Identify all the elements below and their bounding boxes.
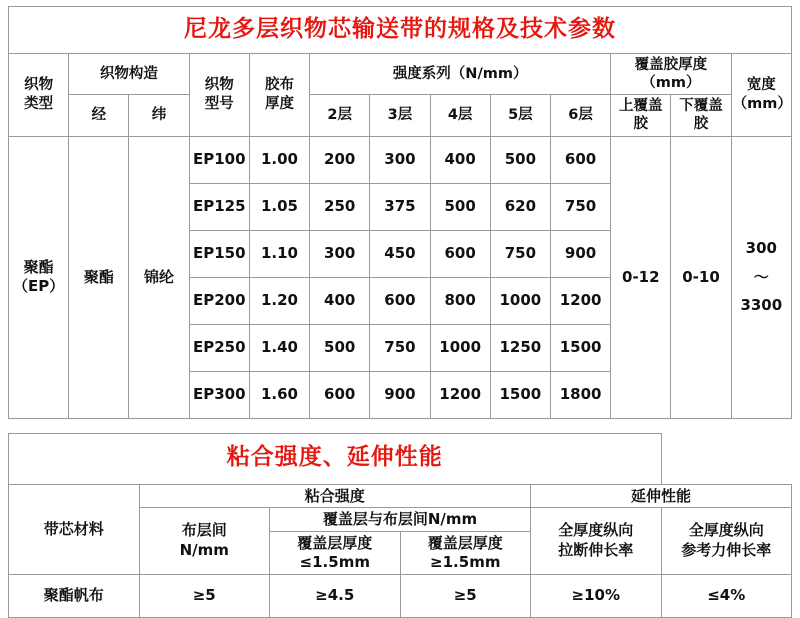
cell-warp-value: 聚酯	[69, 136, 129, 418]
table-row	[9, 574, 792, 617]
cell-strength-4: 600	[430, 230, 490, 277]
header-between-layers: 布层间 N/mm	[139, 508, 270, 574]
header-bottom-cover: 下覆盖胶	[671, 95, 731, 136]
cell-strength-3: 750	[370, 324, 430, 371]
cell-strength-6: 900	[550, 230, 610, 277]
header-strength-series: 强度系列（N/mm）	[310, 54, 611, 95]
table2-title: 粘合强度、延伸性能	[9, 433, 662, 484]
cell-strength-4: 800	[430, 277, 490, 324]
header-elongation-reference: 全厚度纵向 参考力伸长率	[661, 508, 792, 574]
cell-strength-6: 750	[550, 183, 610, 230]
cell-strength-6: 1200	[550, 277, 610, 324]
cell-model: EP300	[189, 371, 249, 418]
bond-strength-table	[8, 433, 792, 618]
cell-weft-value: 锦纶	[129, 136, 189, 418]
cell-model: EP250	[189, 324, 249, 371]
header-core-material: 带芯材料	[9, 484, 140, 574]
width-max: 3300	[740, 296, 783, 315]
cell-strength-2: 500	[310, 324, 370, 371]
table2-title-row	[9, 433, 792, 484]
cell-strength-6: 1800	[550, 371, 610, 418]
header-layer-2: 2层	[310, 95, 370, 136]
header-fabric-type: 织物 类型	[9, 54, 69, 137]
cell-strength-6: 600	[550, 136, 610, 183]
table-row	[9, 136, 792, 183]
cell-thickness: 1.10	[249, 230, 309, 277]
cell-thickness: 1.60	[249, 371, 309, 418]
cell-strength-4: 400	[430, 136, 490, 183]
header-warp: 经	[69, 95, 129, 136]
cell-thickness: 1.00	[249, 136, 309, 183]
cell-strength-6: 1500	[550, 324, 610, 371]
header-layer-5: 5层	[490, 95, 550, 136]
header-cover-thickness: 覆盖胶厚度（mm）	[611, 54, 731, 95]
cell-strength-2: 300	[310, 230, 370, 277]
cell-thickness: 1.05	[249, 183, 309, 230]
header-elongation-break: 全厚度纵向 拉断伸长率	[531, 508, 662, 574]
header-cover-to-layer: 覆盖层与布层间N/mm	[270, 508, 531, 532]
width-separator: ～	[753, 267, 769, 286]
cell-thickness: 1.20	[249, 277, 309, 324]
cell-cover-le: ≥4.5	[270, 574, 401, 617]
cell-cover-ge: ≥5	[400, 574, 531, 617]
header-fabric-structure: 织物构造	[69, 54, 189, 95]
cell-strength-3: 375	[370, 183, 430, 230]
table-separator	[8, 419, 792, 433]
cell-strength-2: 200	[310, 136, 370, 183]
cell-model: EP150	[189, 230, 249, 277]
cell-strength-5: 620	[490, 183, 550, 230]
cell-strength-4: 1000	[430, 324, 490, 371]
cell-material: 聚酯帆布	[9, 574, 140, 617]
cell-width-value	[731, 136, 791, 418]
header-cloth-thickness: 胶布 厚度	[249, 54, 309, 137]
cell-strength-3: 450	[370, 230, 430, 277]
table1-header-row-1	[9, 54, 792, 95]
cell-fabric-type-value: 聚酯 （EP）	[9, 136, 69, 418]
table2-header-row-1	[9, 484, 792, 508]
cell-strength-5: 500	[490, 136, 550, 183]
header-width: 宽度 （mm）	[731, 54, 791, 137]
cell-strength-5: 1500	[490, 371, 550, 418]
cell-model: EP100	[189, 136, 249, 183]
spec-table-nylon	[8, 6, 792, 419]
cell-strength-2: 250	[310, 183, 370, 230]
cell-strength-4: 500	[430, 183, 490, 230]
cell-strength-2: 600	[310, 371, 370, 418]
table1-title: 尼龙多层织物芯输送带的规格及技术参数	[9, 7, 792, 54]
cell-elongation-reference: ≤4%	[661, 574, 792, 617]
cell-strength-3: 300	[370, 136, 430, 183]
cell-strength-3: 600	[370, 277, 430, 324]
cell-elongation-break: ≥10%	[531, 574, 662, 617]
cell-strength-4: 1200	[430, 371, 490, 418]
cell-strength-2: 400	[310, 277, 370, 324]
table1-header-row-2	[9, 95, 792, 136]
header-fabric-model: 织物 型号	[189, 54, 249, 137]
cell-bottom-cover-value: 0-10	[671, 136, 731, 418]
cell-strength-5: 750	[490, 230, 550, 277]
cell-strength-5: 1250	[490, 324, 550, 371]
cell-strength-3: 900	[370, 371, 430, 418]
cell-top-cover-value: 0-12	[611, 136, 671, 418]
header-top-cover: 上覆盖胶	[611, 95, 671, 136]
cell-strength-5: 1000	[490, 277, 550, 324]
cell-model: EP125	[189, 183, 249, 230]
header-cover-thickness-le: 覆盖层厚度≤1.5mm	[270, 532, 401, 575]
header-layer-4: 4层	[430, 95, 490, 136]
header-layer-6: 6层	[550, 95, 610, 136]
table1-title-row	[9, 7, 792, 54]
header-weft: 纬	[129, 95, 189, 136]
header-layer-3: 3层	[370, 95, 430, 136]
cell-between-layers: ≥5	[139, 574, 270, 617]
cell-model: EP200	[189, 277, 249, 324]
width-min: 300	[745, 239, 777, 258]
cell-thickness: 1.40	[249, 324, 309, 371]
header-elongation: 延伸性能	[531, 484, 792, 508]
header-bond-strength: 粘合强度	[139, 484, 531, 508]
header-cover-thickness-ge: 覆盖层厚度≥1.5mm	[400, 532, 531, 575]
